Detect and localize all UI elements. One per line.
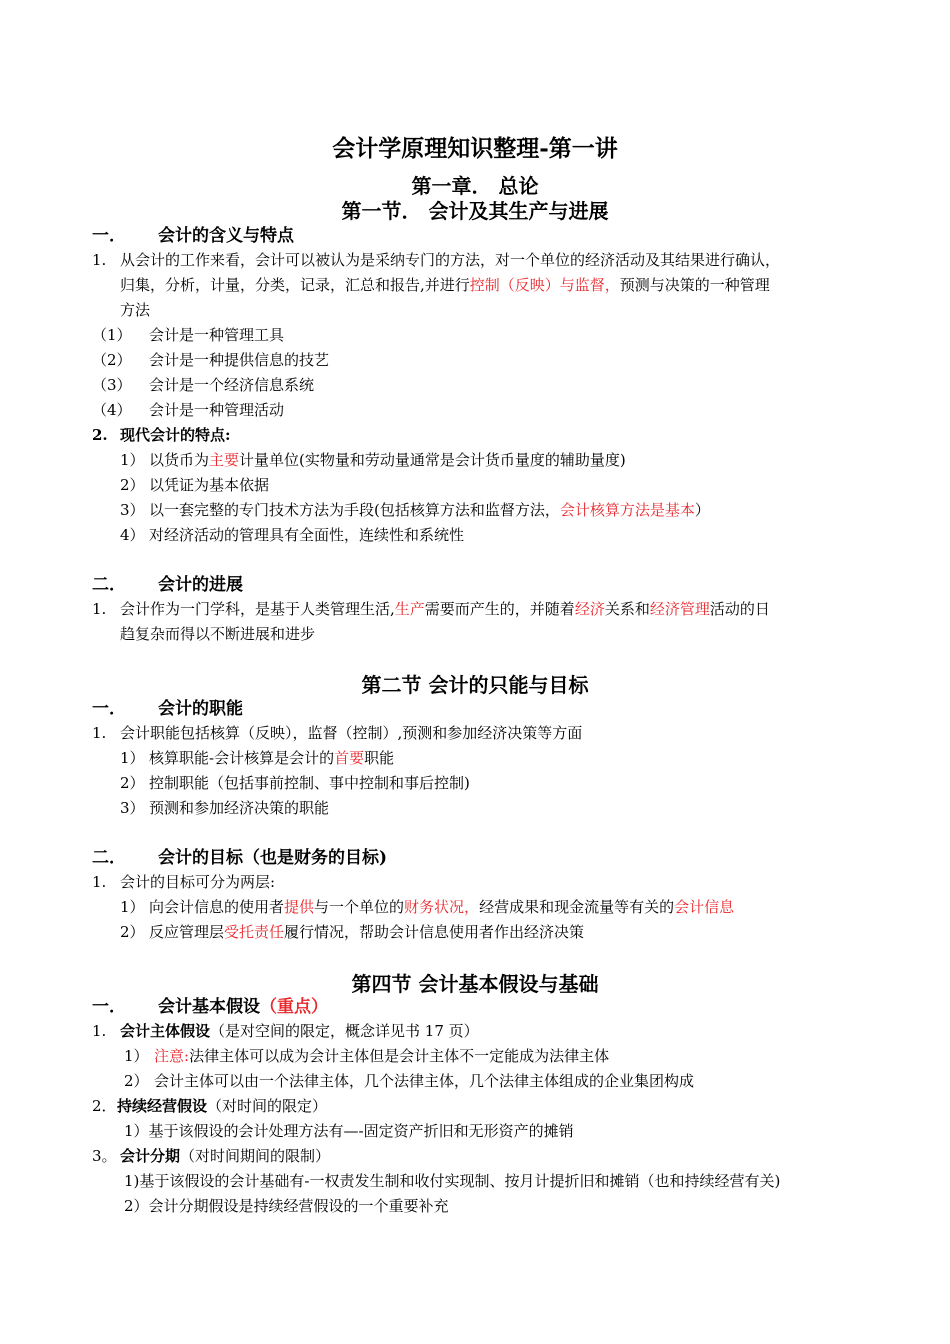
- sub-item-3: [92, 373, 314, 398]
- highlight-text: 会计核算方法是基本: [559, 501, 695, 519]
- sub-item-text: 会计是一种提供信息的技艺: [149, 351, 330, 369]
- list-item-1: [92, 597, 770, 622]
- item-text: 会计的目标可分为两层:: [120, 873, 276, 891]
- chapter-heading: 第一章． 总论: [411, 174, 539, 198]
- item-number: 1.: [92, 251, 107, 269]
- assumption-3-point-1: 1)基于该假设的会计基础有-一权责发生制和收付实现制、按月计提折旧和摊销（也和持续经营有关): [124, 1172, 781, 1190]
- text-segment: 活动的日: [709, 600, 770, 618]
- list-item-1: [92, 870, 275, 895]
- part-title: 会计基本假设: [158, 997, 260, 1017]
- text-segment: 会计作为一门学科，是基于人类管理生活,: [120, 600, 395, 618]
- text-segment: 以货币为: [149, 451, 210, 469]
- text-segment: 经营成果和现金流量等有关的: [479, 898, 675, 916]
- assumption-2-point-1: 1）基于该假设的会计处理方法有—-固定资产折旧和无形资产的摊销: [124, 1122, 574, 1140]
- part-number: 二．: [92, 575, 126, 595]
- feature-number: 3）: [120, 501, 145, 519]
- sub-item-1: [92, 323, 284, 348]
- highlight-text: 经济: [574, 600, 605, 618]
- part-number: 二．: [92, 848, 126, 868]
- assumption-note: （是对空间的限定，概念详见书 17 页）: [210, 1022, 479, 1040]
- text-segment: 核算职能-会计核算是会计的: [149, 749, 335, 767]
- item-text: 从会计的工作来看，会计可以被认为是采纳专门的方法，对一个单位的经济活动及其结果进行确认，: [120, 251, 781, 269]
- text-segment: 职能: [364, 749, 395, 767]
- text-segment: 会计主体可以由一个法律主体，几个法律主体，几个法律主体组成的企业集团构成: [154, 1072, 695, 1090]
- sub-item-text: 会计是一种管理工具: [149, 326, 285, 344]
- feature-number: 4）: [120, 526, 145, 544]
- document-title: 会计学原理知识整理-第一讲: [332, 135, 618, 162]
- assumption-1: [92, 1019, 479, 1044]
- feature-4: [120, 523, 464, 548]
- part-2-1-heading: [92, 697, 243, 722]
- text-segment: 预测与决策的一种管理: [619, 276, 770, 294]
- part-1-2-heading: [92, 573, 243, 598]
- list-item-1-line-2: [120, 273, 770, 298]
- feature-number: 2）: [120, 923, 145, 941]
- text-segment: 需要而产生的，并随着: [424, 600, 575, 618]
- feature-number: 3）: [120, 799, 145, 817]
- sub-item-4: [92, 398, 284, 423]
- highlight-text: 经济管理: [649, 600, 710, 618]
- part-number: 一．: [92, 226, 126, 246]
- item-title: 现代会计的特点:: [120, 426, 231, 444]
- list-item-1-line-2: 趋复杂而得以不断进展和进步: [120, 625, 316, 643]
- feature-number: 2）: [120, 476, 145, 494]
- section-1-heading: 第一节． 会计及其生产与进展: [341, 199, 609, 223]
- part-title: 会计的职能: [158, 699, 243, 719]
- highlight-text: 主要: [209, 451, 240, 469]
- feature-2: [120, 920, 584, 945]
- highlight-text: 会计信息: [674, 898, 735, 916]
- text-segment: 对经济活动的管理具有全面性，连续性和系统性: [149, 526, 465, 544]
- part-title: 会计的目标（也是财务的目标): [158, 848, 388, 868]
- assumption-title: 持续经营假设: [117, 1097, 208, 1115]
- text-segment: 反应管理层: [149, 923, 225, 941]
- assumption-3: [92, 1144, 330, 1169]
- list-item-1: [92, 721, 582, 746]
- text-segment: 归集，分析，计量，分类，记录，汇总和报告,并进行: [120, 276, 470, 294]
- text-segment: 以一套完整的专门技术方法为手段(包括核算方法和监督方法，: [149, 501, 560, 519]
- feature-3: [120, 796, 329, 821]
- feature-1: [120, 448, 626, 473]
- sub-item-text: 会计是一个经济信息系统: [149, 376, 315, 394]
- sub-item-number: （4）: [92, 401, 132, 419]
- feature-number: 2）: [120, 774, 145, 792]
- list-item-1: [92, 248, 780, 273]
- part-2-2-heading: [92, 846, 387, 871]
- list-item-1-line-3: 方法: [120, 301, 151, 319]
- item-number: 1.: [92, 724, 107, 742]
- section-2-heading: 第二节 会计的只能与目标: [361, 673, 589, 697]
- part-title: 会计的进展: [158, 575, 243, 595]
- highlight-text: 提供: [284, 898, 315, 916]
- text-segment: 预测和参加经济决策的职能: [149, 799, 330, 817]
- text-segment: 与一个单位的: [314, 898, 405, 916]
- assumption-3-point-2: 2）会计分期假设是持续经营假设的一个重要补充: [124, 1197, 449, 1215]
- section-4-heading: 第四节 会计基本假设与基础: [351, 972, 599, 996]
- feature-1: [120, 746, 394, 771]
- sub-item-2: [92, 348, 329, 373]
- text-segment: ）: [694, 501, 710, 519]
- text-segment: 履行情况，帮助会计信息使用者作出经济决策: [284, 923, 585, 941]
- item-number: 2.: [92, 426, 108, 444]
- feature-3: [120, 498, 710, 523]
- key-point-tag: （重点）: [260, 997, 328, 1017]
- feature-1: [120, 895, 734, 920]
- sub-item-number: （2）: [92, 351, 132, 369]
- text-segment: 以凭证为基本依据: [149, 476, 270, 494]
- part-1-1-heading: [92, 224, 294, 249]
- assumption-2: [92, 1094, 327, 1119]
- item-number: 1.: [92, 873, 107, 891]
- text-segment: 向会计信息的使用者: [149, 898, 285, 916]
- part-4-1-heading: [92, 995, 328, 1020]
- list-item-2: [92, 423, 231, 448]
- highlight-text: 注意:: [154, 1047, 190, 1065]
- item-number: 1.: [92, 600, 107, 618]
- part-title: 会计的含义与特点: [158, 226, 294, 246]
- feature-2: [120, 473, 269, 498]
- highlight-text: 首要: [334, 749, 365, 767]
- highlight-text: 受托责任: [224, 923, 285, 941]
- item-number: 1.: [92, 1022, 107, 1040]
- feature-number: 2）: [124, 1072, 149, 1090]
- assumption-title: 会计主体假设: [120, 1022, 211, 1040]
- assumption-note: （对时间的限定）: [207, 1097, 328, 1115]
- assumption-note: （对时间期间的限制）: [180, 1147, 331, 1165]
- assumption-1-point-1: [124, 1044, 609, 1069]
- feature-number: 1）: [120, 749, 145, 767]
- text-segment: 计量单位(实物量和劳动量通常是会计货币量度的辅助量度): [239, 451, 626, 469]
- feature-number: 1）: [120, 898, 145, 916]
- highlight-text: 控制（反映）与监督，: [469, 276, 620, 294]
- feature-number: 1）: [124, 1047, 149, 1065]
- item-number: 2．: [92, 1097, 117, 1115]
- assumption-1-point-2: [124, 1069, 694, 1094]
- sub-item-number: （1）: [92, 326, 132, 344]
- highlight-text: 生产: [394, 600, 425, 618]
- part-number: 一．: [92, 699, 126, 719]
- text-segment: 法律主体可以成为会计主体但是会计主体不一定能成为法律主体: [189, 1047, 610, 1065]
- part-number: 一．: [92, 997, 126, 1017]
- highlight-text: 财务状况，: [404, 898, 480, 916]
- assumption-title: 会计分期: [120, 1147, 181, 1165]
- text-segment: 关系和: [604, 600, 650, 618]
- item-number: 3。: [92, 1147, 117, 1165]
- feature-number: 1）: [120, 451, 145, 469]
- feature-2: [120, 771, 470, 796]
- item-text: 会计职能包括核算（反映），监督（控制）,预测和参加经济决策等方面: [120, 724, 583, 742]
- text-segment: 控制职能（包括事前控制、事中控制和事后控制): [149, 774, 470, 792]
- sub-item-text: 会计是一种管理活动: [149, 401, 285, 419]
- sub-item-number: （3）: [92, 376, 132, 394]
